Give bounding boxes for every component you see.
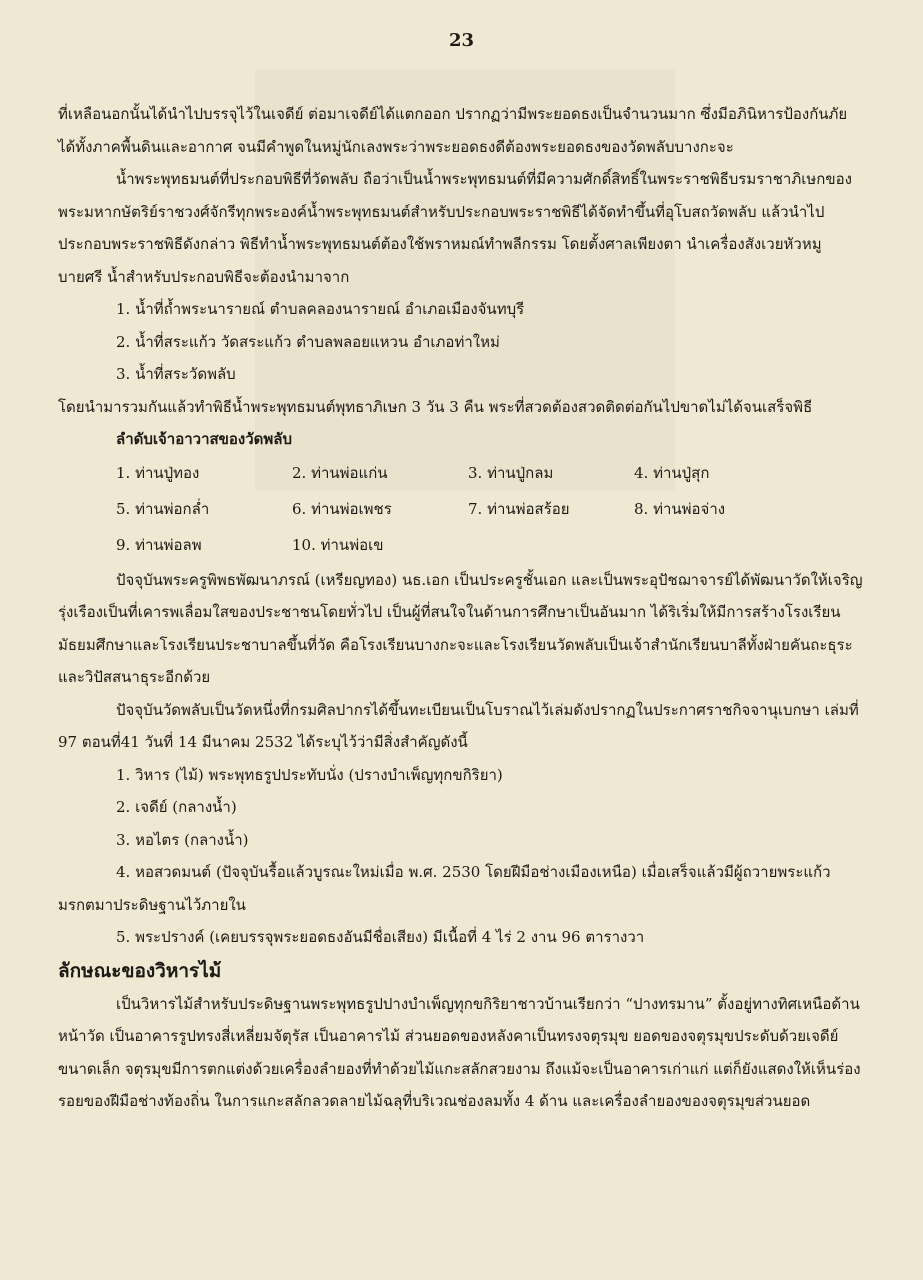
abbot-item: 10. ท่านพ่อเข xyxy=(292,536,384,555)
abbot-item: 4. ท่านปู่สุก xyxy=(634,464,710,483)
important-item-3: 3. หอไตร (กลางน้ำ) xyxy=(116,830,249,849)
abbots-row-1 xyxy=(116,456,863,492)
paragraph-3: โดยนำมารวมกันแล้วทำพิธีน้ำพระพุทธมนต์พุทธาภิเษก 3 วัน 3 คืน พระที่สวดต้องสวดติดต่อกันไปขาดไม่ได้จนเสร็จพิธี xyxy=(58,397,813,416)
important-item-4: 4. หอสวดมนต์ (ปัจจุบันรื้อแล้วบูรณะใหม่เมื่อ พ.ศ. 2530 โดยฝีมือช่างเมืองเหนือ) เมื่อเสร็จแล้วมีผู้ถวายพระแก้วมรกตมาประดิษฐานไว้ภายใน xyxy=(58,863,831,914)
paragraph-1: ที่เหลือนอกนั้นได้นำไปบรรจุไว้ในเจดีย์ ต่อมาเจดีย์ได้แตกออก ปรากฏว่ามีพระยอดธงเป็นจำนวนมาก ซึ่งมีอภินิหารป้องกันภัยได้ทั้งภาคพื้นดินและอากาศ จนมีคำพูดในหมู่นักเลงพระว่าพระยอดธงดีต้องพระยอดธงของวัดพลับบางกะจะ xyxy=(58,105,848,156)
paragraph-2: น้ำพระพุทธมนต์ที่ประกอบพิธีที่วัดพลับ ถือว่าเป็นน้ำพระพุทธมนต์ที่มีความศักดิ์สิทธิ์ในพระราชพิธีบรมราชาภิเษกของพระมหากษัตริย์ราชวงศ์จักรีทุกพระองค์น้ำพระพุทธมนต์สำหรับประกอบพระราชพิธีได้จัดทำขึ้นที่อุโบสถวัดพลับ แล้วนำไปประกอบพระราชพิธีดังกล่าว พิธีทำน้ำพระพุทธมนต์ต้องใช้พราหมณ์ทำพลีกรรม โดยตั้งศาลเพียงตา นำเครื่องสังเวยหัวหมูบายศรี น้ำสำหรับประกอบพิธีจะต้องนำมาจาก xyxy=(58,170,852,286)
abbot-item: 5. ท่านพ่อกล่ำ xyxy=(116,500,210,519)
abbot-item: 8. ท่านพ่อจ่าง xyxy=(634,500,726,519)
abbots-row-2 xyxy=(116,492,863,528)
abbot-item: 6. ท่านพ่อเพชร xyxy=(292,500,392,519)
abbot-item: 7. ท่านพ่อสร้อย xyxy=(468,500,570,519)
abbot-item: 1. ท่านปู่ทอง xyxy=(116,464,200,483)
abbots-list xyxy=(58,456,863,564)
abbots-heading: ลำดับเจ้าอาวาสของวัดพลับ xyxy=(116,430,293,448)
abbot-item: 2. ท่านพ่อแก่น xyxy=(292,464,388,483)
paragraph-4: ปัจจุบันพระครูพิพธพัฒนาภรณ์ (เหรียญทอง) นธ.เอก เป็นประครูชั้นเอก และเป็นพระอุปัชฌาจารย์ได้พัฒนาวัดให้เจริญรุ่งเรืองเป็นที่เคารพเลื่อมใสของประชาชนโดยทั่วไป เป็นผู้ที่สนใจในด้านการศึกษาเป็นอันมาก ได้ริเริ่มให้มีการสร้างโรงเรียนมัธยมศึกษาและโรงเรียนประชาบาลขึ้นที่วัด คือโรงเรียนบางกะจะและโรงเรียนวัดพลับเป็นเจ้าสำนักเรียนบาลีทั้งฝ่ายคันถะธุระและวิปัสสนาธุระอีกด้วย xyxy=(58,570,863,686)
abbots-row-3 xyxy=(116,528,863,564)
important-item-5: 5. พระปรางค์ (เคยบรรจุพระยอดธงอันมีชื่อเสียง) มีเนื้อที่ 4 ไร่ 2 งาน 96 ตารางวา xyxy=(116,928,645,946)
paragraph-6: เป็นวิหารไม้สำหรับประดิษฐานพระพุทธรูปปางบำเพ็ญทุกขกิริยาชาวบ้านเรียกว่า “ปางทรมาน” ตั้งอยู่ทางทิศเหนือด้านหน้าวัด เป็นอาคารรูปทรงสี่เหลี่ยมจัตุรัส เป็นอาคารไม้ ส่วนยอดของหลังคาเป็นทรงจตุรมุข ยอดของจตุรมุขประดับด้วยเจดีย์ขนาดเล็ก จตุรมุขมีการตกแต่งด้วยเครื่องลำยองที่ทำด้วยไม้แกะสลักสวยงาม ถึงแม้จะเป็นอาคารเก่าแก่ แต่ก็ยังแสดงให้เห็นร่องรอยของฝีมือช่างท้องถิ่น ในการแกะสลักลวดลายไม้ฉลุที่บริเวณช่องลมทั้ง 4 ด้าน และเครื่องลำยองของจตุรมุขส่วนยอด xyxy=(58,994,861,1110)
page-number: 23 xyxy=(448,30,475,51)
paragraph-5: ปัจจุบันวัดพลับเป็นวัดหนึ่งที่กรมศิลปากรได้ขึ้นทะเบียนเป็นโบราณไว้เล่มดังปรากฏในประกาศราชกิจจานุเบกษา เล่มที่ 97 ตอนที่41 วันที่ 14 มีนาคม 2532 ได้ระบุไว้ว่ามีสิ่งสำคัญดังนี้ xyxy=(58,700,859,751)
section-heading: ลักษณะของวิหารไม้ xyxy=(58,959,222,982)
page-body xyxy=(58,98,863,1118)
important-item-2: 2. เจดีย์ (กลางน้ำ) xyxy=(116,798,237,816)
water-source-2: 2. น้ำที่สระแก้ว วัดสระแก้ว ตำบลพลอยแหวน อำเภอท่าใหม่ xyxy=(116,332,500,351)
abbot-item: 9. ท่านพ่อลพ xyxy=(116,536,202,555)
water-source-3: 3. น้ำที่สระวัดพลับ xyxy=(116,365,236,383)
important-item-1: 1. วิหาร (ไม้) พระพุทธรูปประทับนั่ง (ปรางบำเพ็ญทุกขกิริยา) xyxy=(116,765,503,784)
water-source-1: 1. น้ำที่ถ้ำพระนารายณ์ ตำบลคลองนารายณ์ อำเภอเมืองจันทบุรี xyxy=(116,300,525,318)
abbot-item: 3. ท่านปู่กลม xyxy=(468,464,554,483)
